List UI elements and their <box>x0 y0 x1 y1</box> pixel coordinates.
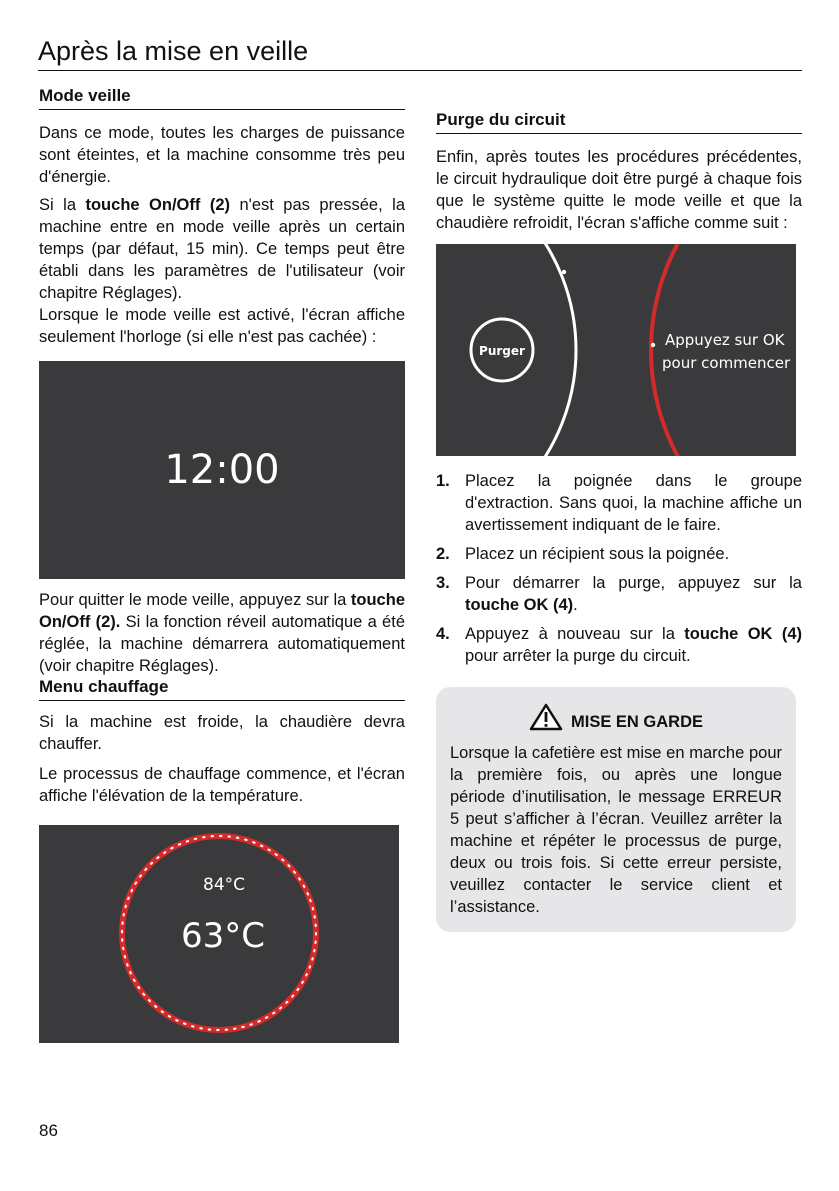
red-arc-marker-dot <box>651 343 655 347</box>
purge-heading: Purge du circuit <box>436 110 802 134</box>
standby-paragraph-1: Dans ce mode, toutes les charges de puissance sont éteintes, et la machine consomme très peu d'énergie. <box>39 124 405 186</box>
step-number: 3. <box>436 574 450 592</box>
purge-paragraph-1: Enfin, après toutes les procédures précédentes, le circuit hydraulique doit être purgé à chaque fois que le système quitte le mode veille et que la chaudière refroidit, l'écran s'affiche comme suit : <box>436 148 802 232</box>
warning-title: MISE EN GARDE <box>570 713 704 731</box>
list-item <box>436 543 802 565</box>
standby-paragraph-3: Lorsque le mode veille est activé, l'écran affiche seulement l'horloge (si elle n'est pas cachée) : <box>39 306 405 346</box>
warning-box <box>436 687 796 932</box>
purge-screen-image <box>436 244 796 456</box>
clock-display: 12:00 <box>164 447 280 493</box>
warning-text: Lorsque la cafetière est mise en marche pour la première fois, ou après une longue période d’inutilisation, le message ERREUR 5 peut s’afficher à l’écran. Veuillez arrêter la machine et répéter le processus de purge, deux ou trois fois. Si cette erreur persiste, veuillez contacter le service client et l’assistance. <box>450 744 782 916</box>
step-number: 2. <box>436 545 450 563</box>
ok-key-ref: touche OK (4) <box>684 625 802 643</box>
standby-p2-pre: Si la <box>39 196 86 214</box>
standby-p4-pre: Pour quitter le mode veille, appuyez sur la <box>39 591 351 609</box>
heating-heading: Menu chauffage <box>39 677 405 701</box>
step-number: 4. <box>436 625 450 643</box>
onoff-key-ref: touche On/Off (2) <box>85 196 231 214</box>
step-number: 1. <box>436 472 450 490</box>
right-column <box>436 110 802 932</box>
step-text: Pour démarrer la purge, appuyez sur la <box>465 574 802 592</box>
page-number: 86 <box>39 1121 58 1140</box>
list-item <box>436 470 802 536</box>
purge-screen-graphic <box>436 244 796 456</box>
step-text: Appuyez à nouveau sur la <box>465 625 685 643</box>
heating-ring-graphic <box>39 825 399 1043</box>
current-temperature: 63°C <box>181 916 266 956</box>
step-text: Placez un récipient sous la poignée. <box>465 545 730 563</box>
page-title: Après la mise en veille <box>38 36 309 66</box>
purge-message-line-1: Appuyez sur OK <box>665 331 785 349</box>
left-column <box>39 86 405 1043</box>
purge-message-line-2: pour commencer <box>662 354 791 372</box>
warning-header <box>450 703 782 736</box>
step-text: Placez la poignée dans le groupe d'extraction. Sans quoi, la machine affiche un avertissement indiquant de le faire. <box>465 472 802 534</box>
step-text-end: pour arrêter la purge du circuit. <box>465 647 691 665</box>
step-text-end: . <box>573 596 578 614</box>
purge-button-label: Purger <box>479 344 525 358</box>
list-item <box>436 572 802 616</box>
standby-p2-post: n'est pas pressée, la machine entre en mode veille après un certain temps (par défaut, 15 min). Ce temps peut être établi dans les paramètres de l'utilisateur (voir chapitre Réglages). <box>39 196 405 302</box>
ok-key-ref: touche OK (4) <box>465 596 574 614</box>
list-item <box>436 623 802 667</box>
purge-steps-list <box>436 470 802 667</box>
heating-screen-image <box>39 825 399 1043</box>
target-temperature: 84°C <box>203 875 246 895</box>
red-arc <box>651 244 796 456</box>
standby-paragraph-2 <box>39 194 405 304</box>
warning-triangle-icon <box>529 703 563 736</box>
standby-p4-post: Si la fonction réveil automatique a été réglée, la machine démarrera automatiquement (voir chapitre Réglages). <box>39 613 405 675</box>
heating-paragraph-1: Si la machine est froide, la chaudière devra chauffer. <box>39 713 405 753</box>
standby-heading: Mode veille <box>39 86 405 110</box>
title-rule <box>38 70 802 71</box>
standby-paragraph-4 <box>39 589 405 677</box>
onoff-key-ref-2: touche On/Off (2). <box>39 591 405 631</box>
arc-marker-dot <box>562 270 566 274</box>
standby-screen-image <box>39 361 405 579</box>
heating-paragraph-2: Le processus de chauffage commence, et l'écran affiche l'élévation de la température. <box>39 765 405 805</box>
